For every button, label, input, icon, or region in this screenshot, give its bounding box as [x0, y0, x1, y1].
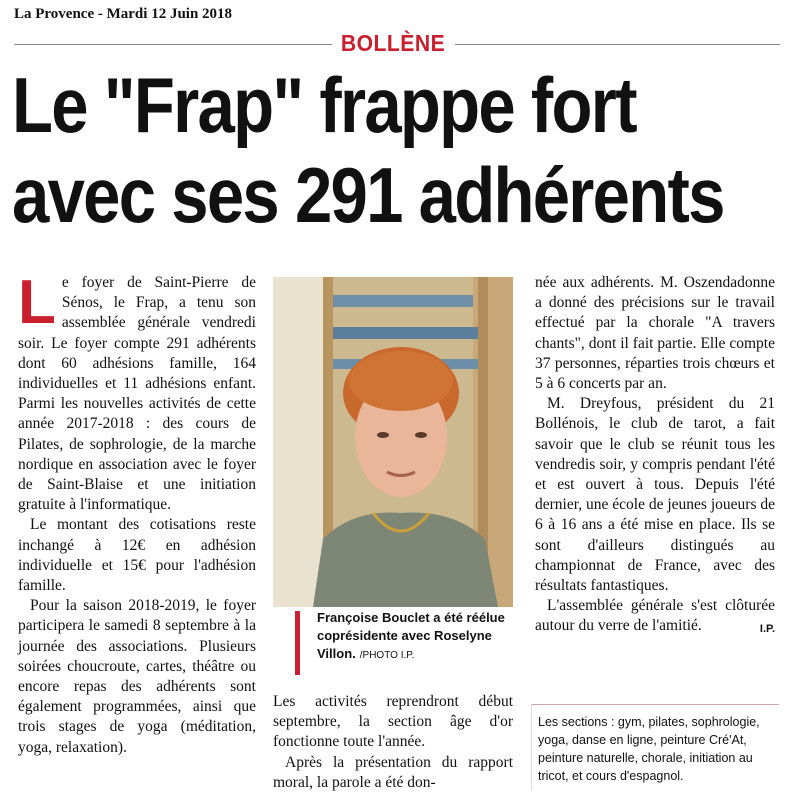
article-column-3 — [535, 273, 775, 640]
sections-box — [531, 704, 779, 790]
headline — [12, 60, 787, 240]
article-paragraph: M. Dreyfous, président du 21 Bollénois, le club de tarot, a fait savoir que le club se réunit tous les vendredis soir, y compris pendant l'été et est ouvert à tous. Depuis l'été dernier, une école de jeunes joueurs de 6 à 16 ans a été mise en place. Ils se sont d'ailleurs distingués au championnat de France, avec des résultats fantastiques. — [535, 395, 775, 595]
author-signoff: I.P. — [759, 623, 775, 636]
article-photo — [273, 277, 513, 607]
masthead: La Provence - Mardi 12 Juin 2018 — [14, 6, 233, 22]
article-paragraph: Pour la saison 2018-2019, le foyer participera le samedi 8 septembre à la journée des associations. Plusieurs soirées choucroute, cartes, théâtre ou encore repas des adhérents sont également programmées, ainsi que trois stages de yoga (méditation, yoga, relaxation). — [18, 597, 256, 756]
article-paragraph: née aux adhérents. M. Oszendadonne a donné des précisions sur le travail effectué par la chorale "A travers chants", dont il fait partie. Elle compte 37 personnes, réparties trois chœurs et 5 à 6 concerts par an. — [535, 274, 775, 393]
article-column-1 — [18, 268, 256, 758]
paragraph-text: e foyer de Saint-Pierre de Sénos, le Frap, a tenu son assemblée générale vendredi soir. Le foyer compte 291 adhérents dont 60 adhésions famille, 164 individuelles et 11 adhésions enfant. Parmi les nouvelles activités de cette année 2017-2018 : des cours de Pilates, de sophrologie, de la marche nordique en association avec le foyer de Saint-Blaise et une initiation gratuite à l'informatique. — [18, 274, 256, 514]
portrait-illustration — [273, 277, 513, 607]
caption-text: Françoise Bouclet a été réélue coprésidente avec Roselyne Villon. /PHOTO I.P. — [317, 610, 505, 661]
article-paragraph: Les activités reprendront début septembre, la section âge d'or fonctionne toute l'année. — [273, 693, 513, 751]
article-column-2 — [273, 692, 513, 793]
caption-accent-bar — [295, 611, 300, 675]
section-rule-right — [455, 44, 780, 45]
section-rule-left — [14, 44, 332, 45]
drop-cap: L — [18, 268, 56, 337]
article-paragraph: L'assemblée générale s'est clôturée autour du verre de l'amitié. I.P. — [535, 596, 775, 636]
article-paragraph — [18, 268, 256, 515]
sections-text: Les sections : gym, pilates, sophrologie, yoga, danse en ligne, peinture Cré'At, peinture naturelle, chorale, initiation au tricot, et cours d'espagnol. — [538, 715, 760, 783]
article-paragraph: Le montant des cotisations reste inchangé à 12€ en adhésion individuelle et 15€ pour l'adhésion famille. — [18, 516, 256, 595]
headline-line-2: avec ses 291 adhérents — [12, 151, 724, 239]
section-label: BOLLÈNE — [340, 30, 446, 56]
headline-line-1: Le "Frap" frappe fort — [12, 61, 636, 149]
photo-credit: /PHOTO I.P. — [359, 650, 415, 661]
article-paragraph: Après la présentation du rapport moral, la parole a été don- — [273, 753, 513, 791]
